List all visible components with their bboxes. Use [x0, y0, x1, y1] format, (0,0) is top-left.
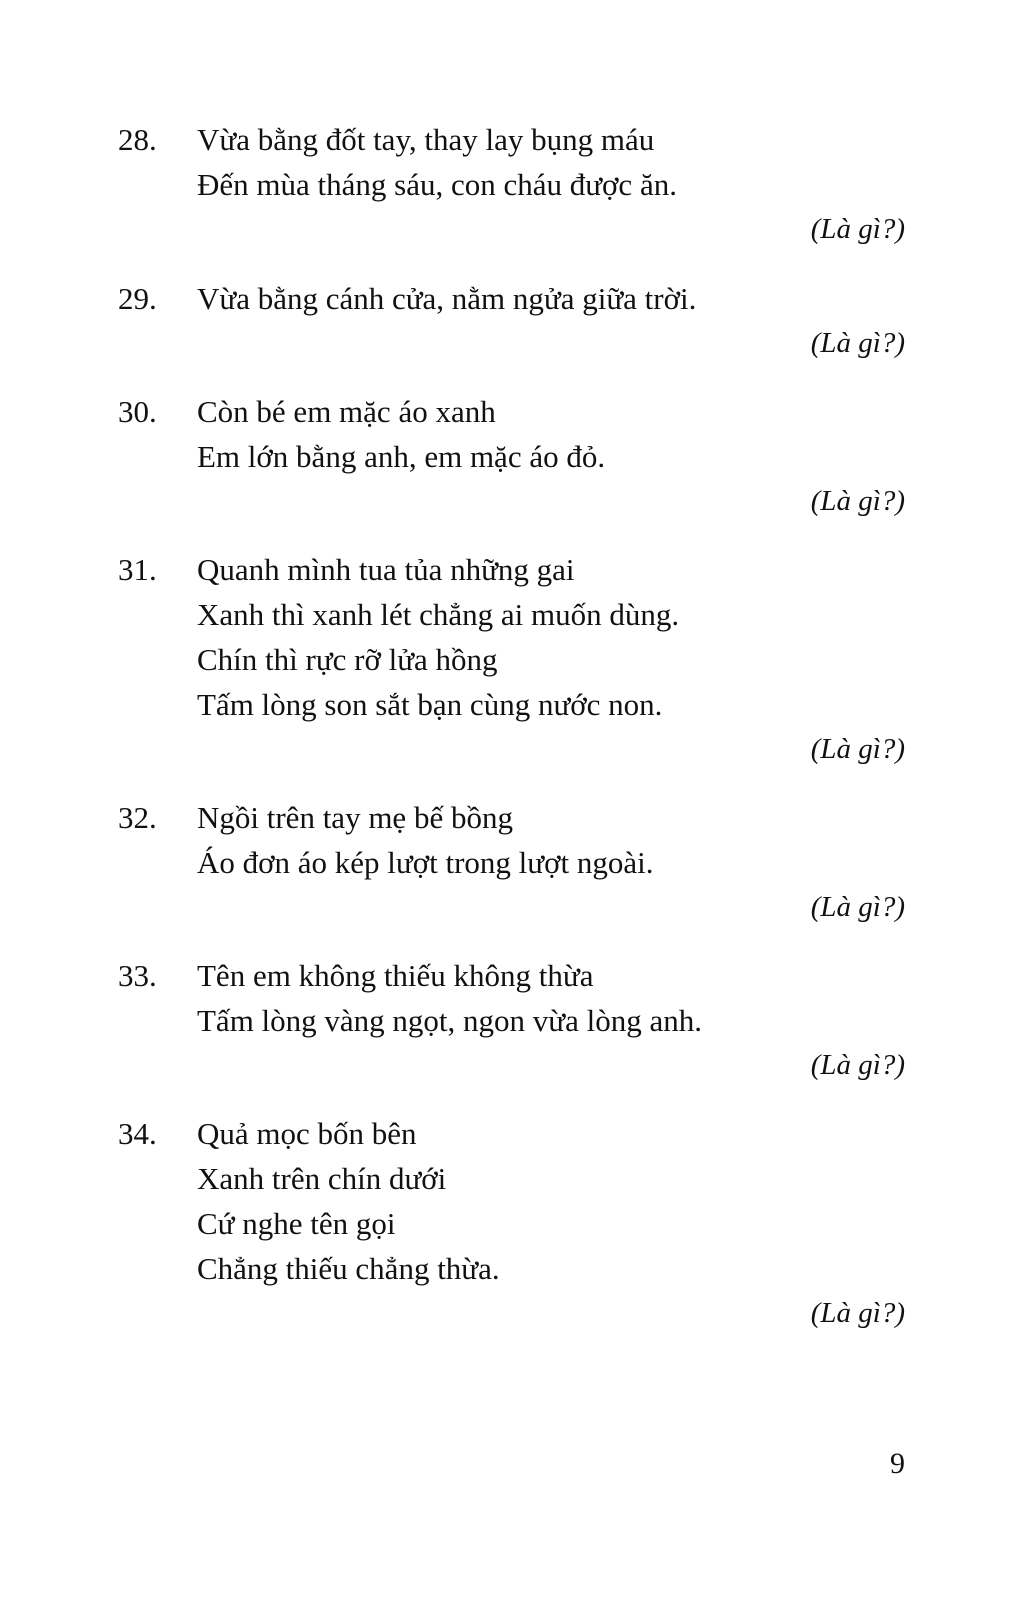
riddle-verse	[197, 953, 702, 1043]
verse-line: Xanh thì xanh lét chẳng ai muốn dùng.	[197, 597, 680, 632]
verse-line: Đến mùa tháng sáu, con cháu được ăn.	[197, 167, 677, 202]
verse-line: Cứ nghe tên gọi	[197, 1206, 396, 1241]
riddle-verse	[197, 389, 605, 479]
riddle-prompt: (Là gì?)	[810, 485, 905, 517]
riddle-verse	[197, 276, 696, 321]
riddle-prompt: (Là gì?)	[810, 891, 905, 923]
riddle-verse	[197, 547, 679, 727]
verse-line: Quả mọc bốn bên	[197, 1116, 417, 1151]
verse-line: Xanh trên chín dưới	[197, 1161, 447, 1196]
verse-line: Tấm lòng son sắt bạn cùng nước non.	[197, 687, 663, 722]
riddle-prompt: (Là gì?)	[810, 327, 905, 359]
riddle-prompt: (Là gì?)	[810, 1049, 905, 1081]
verse-line: Tấm lòng vàng ngọt, ngon vừa lòng anh.	[197, 1003, 702, 1038]
verse-line: Vừa bằng đốt tay, thay lay bụng máu	[197, 122, 655, 157]
riddle-number: 33.	[118, 958, 157, 993]
riddle-verse	[197, 1111, 500, 1291]
riddle-verse	[197, 795, 653, 885]
verse-line: Ngồi trên tay mẹ bế bồng	[197, 800, 513, 835]
page-number: 9	[890, 1447, 905, 1480]
riddle-number: 31.	[118, 552, 157, 587]
verse-line: Chẳng thiếu chẳng thừa.	[197, 1251, 500, 1286]
riddle-number: 32.	[118, 800, 157, 835]
verse-line: Còn bé em mặc áo xanh	[197, 394, 496, 429]
verse-line: Quanh mình tua tủa những gai	[197, 552, 575, 587]
riddle-number: 30.	[118, 394, 157, 429]
riddle-number: 28.	[118, 122, 157, 157]
verse-line: Em lớn bằng anh, em mặc áo đỏ.	[197, 439, 606, 474]
riddle-prompt: (Là gì?)	[810, 733, 905, 765]
riddle-number: 34.	[118, 1116, 157, 1151]
verse-line: Tên em không thiếu không thừa	[197, 958, 594, 993]
riddle-verse	[197, 117, 677, 207]
verse-line: Chín thì rực rỡ lửa hồng	[197, 642, 498, 677]
riddle-prompt: (Là gì?)	[810, 213, 905, 245]
verse-line: Áo đơn áo kép lượt trong lượt ngoài.	[197, 845, 654, 880]
riddle-number: 29.	[118, 281, 157, 316]
verse-line: Vừa bằng cánh cửa, nằm ngửa giữa trời.	[197, 281, 697, 316]
riddle-prompt: (Là gì?)	[810, 1297, 905, 1329]
